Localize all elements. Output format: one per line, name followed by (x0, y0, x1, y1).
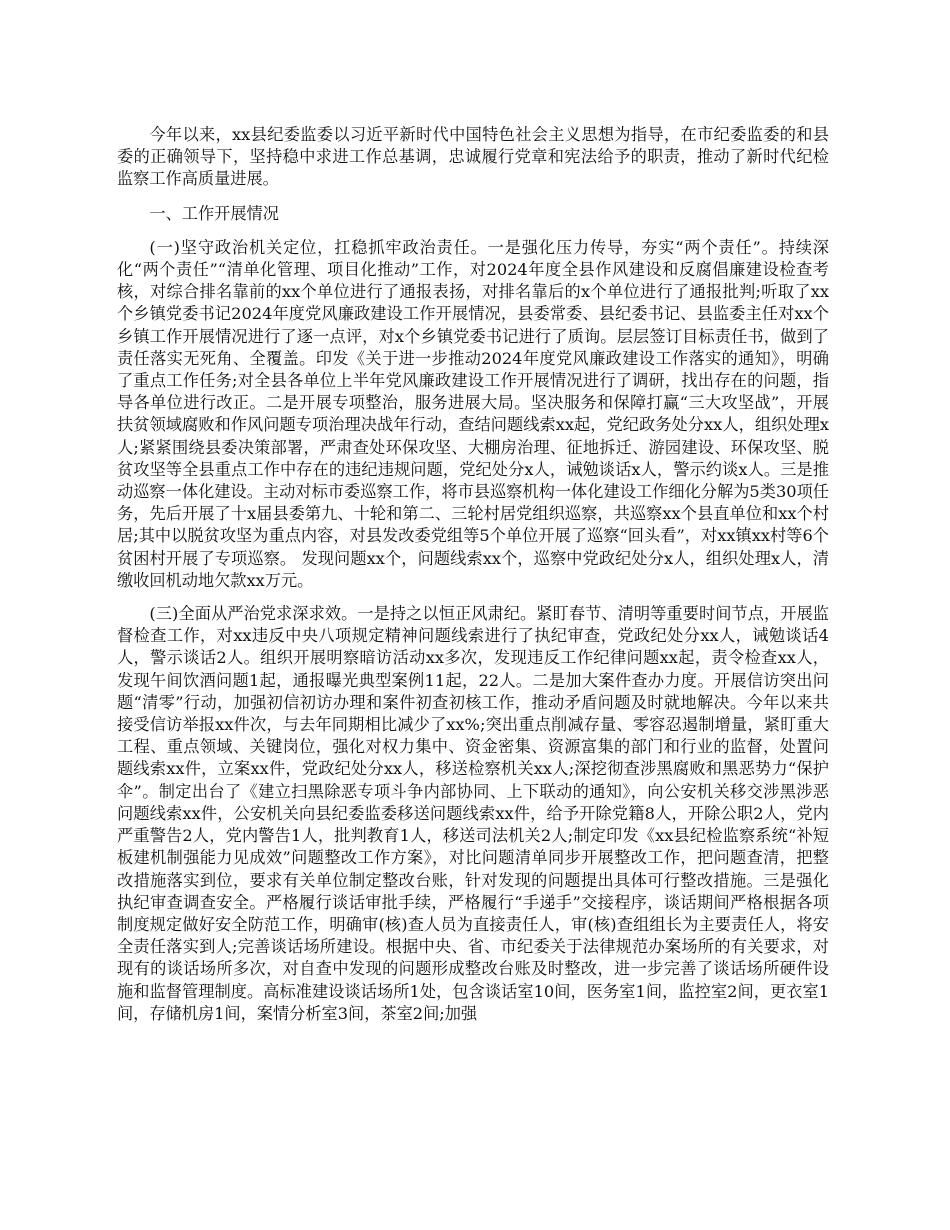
intro-paragraph: 今年以来，xx县纪委监委以习近平新时代中国特色社会主义思想为指导，在市纪委监委的和县委的正确领导下，坚持稳中求进工作总基调，忠诚履行党章和宪法给予的职责，推动了新时代纪检监察工作高质量进展。 (117, 125, 829, 189)
body-paragraph-1: (一)坚守政治机关定位，扛稳抓牢政治责任。一是强化压力传导，夯实“两个责任”。持续深化“两个责任”“清单化管理、项目化推动”工作，对2024年度全县作风建设和反腐倡廉建设检查考核，对综合排名靠前的xx个单位进行了通报表扬，对排名靠后的x个单位进行了通报批判;听取了xx个乡镇党委书记2024年度党风廉政建设工作开展情况，县委常委、县纪委书记、县监委主任对xx个乡镇工作开展情况进行了逐一点评，对x个乡镇党委书记进行了质询。层层签订目标责任书，做到了责任落实无死角、全覆盖。印发《关于进一步推动2024年度党风廉政建设工作落实的通知》，明确了重点工作任务;对全县各单位上半年党风廉政建设工作开展情况进行了调研，找出存在的问题，指导各单位进行改正。二是开展专项整治，服务进展大局。坚决服务和保障打赢“三大攻坚战”，开展扶贫领域腐败和作风问题专项治理决战年行动，查结问题线索xx起，党纪政务处分xx人，组织处理x人;紧紧围绕县委决策部署，严肃查处环保攻坚、大棚房治理、征地拆迁、游园建设、环保攻坚、脱贫攻坚等全县重点工作中存在的违纪违规问题，党纪处分x人，诫勉谈话x人，警示约谈x人。三是推动巡察一体化建设。主动对标市委巡察工作，将市县巡察机构一体化建设工作细化分解为5类30项任务，先后开展了十x届县委第九、十轮和第二、三轮村居党组织巡察，共巡察xx个县直单位和xx个村居;其中以脱贫攻坚为重点内容，对县发改委党组等5个单位开展了巡察“回头看”，对xx镇xx村等6个贫困村开展了专项巡察。 发现问题xx个，问题线索xx个，巡察中党政纪处分x人，组织处理x人，清缴收回机动地欠款xx万元。 (117, 237, 829, 590)
section-heading: 一、工作开展情况 (149, 203, 279, 223)
document-page (117, 124, 829, 1025)
body-paragraph-2: (三)全面从严治党求深求效。一是持之以恒正风肃纪。紧盯春节、清明等重要时间节点，开展监督检查工作，对xx违反中央八项规定精神问题线索进行了执纪审查，党政纪处分xx人，诫勉谈话4人，警示谈话2人。组织开展明察暗访活动xx多次，发现违反工作纪律问题xx起，责令检查xx人，发现午间饮酒问题1起，通报曝光典型案例11起，22人。二是加大案件查办力度。开展信访突出问题“清零”行动，加强初信初访办理和案件初查初核工作，推动矛盾问题及时就地解决。今年以来共接受信访举报xx件次，与去年同期相比减少了xx%;突出重点削减存量、零容忍遏制增量，紧盯重大工程、重点领域、关键岗位，强化对权力集中、资金密集、资源富集的部门和行业的监督，处置问题线索xx件，立案xx件，党政纪处分xx人，移送检察机关xx人;深挖彻查涉黑腐败和黑恶势力“保护伞”。制定出台了《建立扫黑除恶专项斗争内部协同、上下联动的通知》，向公安机关移交涉黑涉恶问题线索xx件，公安机关向县纪委监委移送问题线索xx件，给予开除党籍8人，开除公职2人，党内严重警告2人，党内警告1人，批判教育1人，移送司法机关2人;制定印发《xx县纪检监察系统“补短板建机制强能力见成效”问题整改工作方案》，对比问题清单同步开展整改工作，把问题查清，把整改措施落实到位，要求有关单位制定整改台账，针对发现的问题提出具体可行整改措施。三是强化执纪审查调查安全。严格履行谈话审批手续，严格履行“手递手”交接程序，谈话期间严格根据各项制度规定做好安全防范工作，明确审(核)查人员为直接责任人，审(核)查组组长为主要责任人，将安全责任落实到人;完善谈话场所建设。根据中央、省、市纪委关于法律规范办案场所的有关要求，对现有的谈话场所多次，对自查中发现的问题形成整改台账及时整改，进一步完善了谈话场所硬件设施和监督管理制度。高标准建设谈话场所1处，包含谈话室10间，医务室1间，监控室2间，更衣室1间，存储机房1间，案情分析室3间，茶室2间;加强 (117, 604, 829, 1023)
